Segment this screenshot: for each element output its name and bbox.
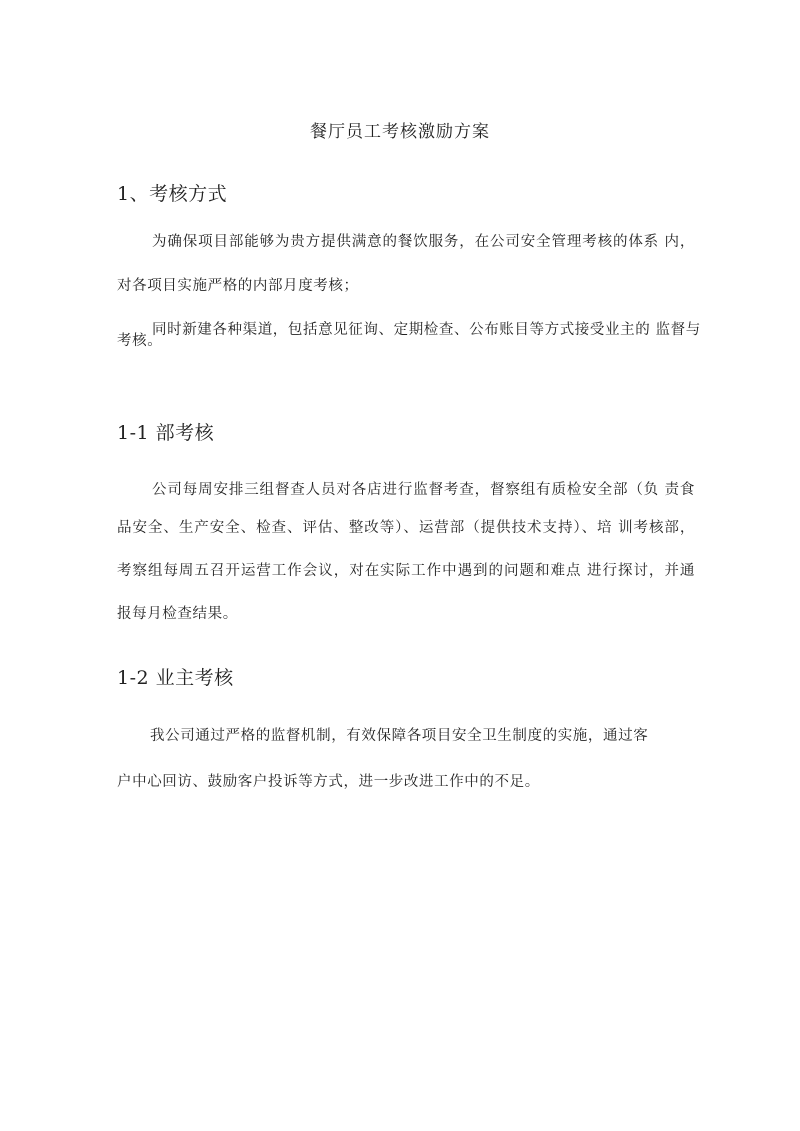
section-heading-owner-assessment: 1-2 业主考核 <box>117 667 234 689</box>
paragraph-line: 品安全、生产安全、检查、评估、整改等）、运营部（提供技术支持）、培 训考核部， <box>117 520 695 536</box>
paragraph-line: 考核。 <box>117 333 163 349</box>
paragraph-line: 对各项目实施严格的内部月度考核； <box>117 278 359 294</box>
paragraph-line: 报每月检查结果。 <box>117 606 238 622</box>
paragraph-line: 我公司通过严格的监督机制，有效保障各项目安全卫生制度的实施，通过客 <box>150 728 649 744</box>
paragraph-line: 户中心回访、鼓励客户投诉等方式，进一步改进工作中的不足。 <box>117 774 540 790</box>
section-heading-assessment-method: 1、考核方式 <box>117 183 228 205</box>
section-heading-department-assessment: 1-1 部考核 <box>117 422 215 444</box>
document-title: 餐厅员工考核激励方案 <box>310 122 490 142</box>
paragraph-line: 为确保项目部能够为贵方提供满意的餐饮服务，在公司安全管理考核的体系 内， <box>152 234 695 250</box>
paragraph-line: 公司每周安排三组督查人员对各店进行监督考查，督察组有质检安全部（负 责食 <box>152 482 695 498</box>
paragraph-line: 同时新建各种渠道，包括意见征询、定期检查、公布账目等方式接受业主的 监督与 <box>152 322 701 338</box>
paragraph-line: 考察组每周五召开运营工作会议，对在实际工作中遇到的问题和难点 进行探讨，并通 <box>117 563 695 579</box>
